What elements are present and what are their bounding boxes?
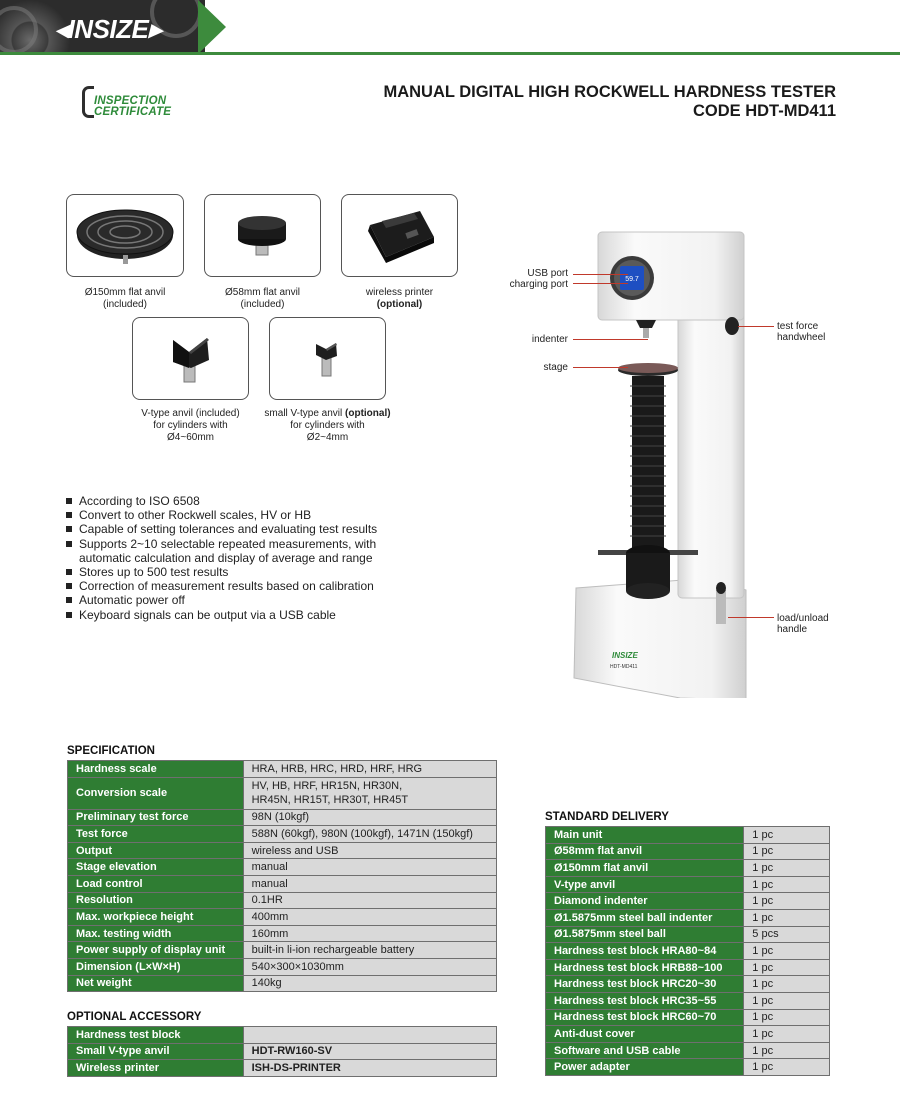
row-value: 140kg xyxy=(243,975,496,992)
row-value: 1 pc xyxy=(744,893,830,910)
callout-stage: stage xyxy=(543,362,568,373)
row-label: Preliminary test force xyxy=(68,809,244,826)
row-value xyxy=(243,777,496,809)
table-row xyxy=(68,1060,497,1077)
row-value: 1 pc xyxy=(744,909,830,926)
row-value: 1 pc xyxy=(744,992,830,1009)
banner-arrow xyxy=(198,0,226,54)
row-label: Hardness test block HRC20~30 xyxy=(546,976,744,993)
callout-usb-port xyxy=(505,268,568,290)
row-value: 1 pc xyxy=(744,1059,830,1076)
row-value: 588N (60kgf), 980N (100kgf), 1471N (150kgf) xyxy=(243,826,496,843)
callout-line xyxy=(573,274,628,275)
row-value: 5 pcs xyxy=(744,926,830,943)
hardness-tester-image xyxy=(560,228,760,698)
banner-rule xyxy=(0,52,900,55)
row-label: Resolution xyxy=(68,892,244,909)
flat-anvil-58-image xyxy=(205,195,320,276)
table-row xyxy=(546,976,830,993)
table-row xyxy=(68,842,497,859)
certificate-line-1: INSPECTION xyxy=(94,95,167,107)
feature-item: Keyboard signals can be output via a USB cable xyxy=(66,608,377,622)
row-label: V-type anvil xyxy=(546,876,744,893)
row-value xyxy=(243,1027,496,1044)
optional-accessory-table xyxy=(67,1026,497,1077)
table-row xyxy=(546,843,830,860)
caption-line: (included) xyxy=(240,299,285,310)
table-row xyxy=(546,1059,830,1076)
row-value: 1 pc xyxy=(744,1042,830,1059)
table-row xyxy=(546,1026,830,1043)
table-row xyxy=(546,827,830,844)
row-label: Ø1.5875mm steel ball xyxy=(546,926,744,943)
row-value: wireless and USB xyxy=(243,842,496,859)
callout-line xyxy=(573,339,648,340)
row-label: Hardness test block xyxy=(68,1027,244,1044)
v-type-anvil-image xyxy=(133,318,248,399)
table-row xyxy=(546,1042,830,1059)
wireless-printer-caption xyxy=(341,287,458,311)
row-label: Stage elevation xyxy=(68,859,244,876)
callout-line xyxy=(738,326,774,327)
table-row xyxy=(546,893,830,910)
feature-item: Stores up to 500 test results xyxy=(66,565,377,579)
table-row xyxy=(546,992,830,1009)
wireless-printer-card xyxy=(341,194,458,277)
table-row xyxy=(68,942,497,959)
display-readout: 59.7 xyxy=(625,276,639,283)
callout-text: handle xyxy=(777,624,808,635)
machine-logo: INSIZE xyxy=(612,651,638,660)
table-row xyxy=(546,909,830,926)
row-label: Max. testing width xyxy=(68,925,244,942)
row-value: ISH-DS-PRINTER xyxy=(243,1060,496,1077)
specification-title: SPECIFICATION xyxy=(67,745,155,757)
table-row xyxy=(68,761,497,778)
row-value: HRA, HRB, HRC, HRD, HRF, HRG xyxy=(243,761,496,778)
row-value: 160mm xyxy=(243,925,496,942)
row-label: Power adapter xyxy=(546,1059,744,1076)
feature-list xyxy=(66,494,377,622)
standard-delivery-title: STANDARD DELIVERY xyxy=(545,811,669,823)
row-label: Test force xyxy=(68,826,244,843)
row-value: 1 pc xyxy=(744,827,830,844)
table-row xyxy=(68,909,497,926)
v-type-anvil-caption xyxy=(126,408,255,444)
callout-text: load/unload xyxy=(777,613,829,624)
table-row xyxy=(546,926,830,943)
caption-line: for cylinders with xyxy=(290,420,365,431)
table-row xyxy=(68,958,497,975)
row-label: Hardness scale xyxy=(68,761,244,778)
row-label: Small V-type anvil xyxy=(68,1043,244,1060)
caption-line xyxy=(255,408,400,420)
callout-handwheel xyxy=(777,321,825,343)
row-label: Hardness test block HRC60~70 xyxy=(546,1009,744,1026)
machine-model-label: HDT-MD411 xyxy=(610,664,638,670)
title-line-2: CODE HDT-MD411 xyxy=(692,102,836,120)
table-row xyxy=(68,859,497,876)
row-value: 0.1HR xyxy=(243,892,496,909)
feature-item: Correction of measurement results based on calibration xyxy=(66,579,377,593)
table-row xyxy=(546,876,830,893)
optional-accessory-title: OPTIONAL ACCESSORY xyxy=(67,1011,202,1023)
flat-anvil-150-image xyxy=(67,195,183,276)
flat-anvil-150-card xyxy=(66,194,184,277)
caption-line: Ø58mm flat anvil xyxy=(224,287,301,298)
row-value: 540×300×1030mm xyxy=(243,958,496,975)
small-v-type-anvil-card xyxy=(269,317,386,400)
row-value: 1 pc xyxy=(744,843,830,860)
flat-anvil-58-card xyxy=(204,194,321,277)
row-value: 1 pc xyxy=(744,976,830,993)
row-label: Ø150mm flat anvil xyxy=(546,860,744,877)
table-row xyxy=(546,860,830,877)
row-value: 1 pc xyxy=(744,1026,830,1043)
caption-line: Ø150mm flat anvil xyxy=(84,287,166,298)
certificate-bracket-icon xyxy=(82,86,94,118)
table-row xyxy=(546,959,830,976)
feature-item: Supports 2~10 selectable repeated measurements, with xyxy=(66,537,377,551)
flat-anvil-150-caption xyxy=(66,287,184,311)
caption-line: for cylinders with xyxy=(153,420,228,431)
v-type-anvil-card xyxy=(132,317,249,400)
table-row xyxy=(546,1009,830,1026)
row-label: Wireless printer xyxy=(68,1060,244,1077)
row-label: Software and USB cable xyxy=(546,1042,744,1059)
callout-text: test force xyxy=(777,321,819,332)
table-row xyxy=(68,809,497,826)
callout-load-handle xyxy=(777,613,829,635)
table-row xyxy=(68,1043,497,1060)
row-value: 1 pc xyxy=(744,860,830,877)
wireless-printer-image xyxy=(342,195,457,276)
table-row xyxy=(68,826,497,843)
callout-text: handwheel xyxy=(777,332,826,343)
table-row xyxy=(68,777,497,809)
row-value: 98N (10kgf) xyxy=(243,809,496,826)
row-value: 400mm xyxy=(243,909,496,926)
row-label: Ø58mm flat anvil xyxy=(546,843,744,860)
row-label: Output xyxy=(68,842,244,859)
row-label: Max. workpiece height xyxy=(68,909,244,926)
caption-text: small V-type anvil xyxy=(264,408,346,419)
small-v-type-anvil-caption xyxy=(255,408,400,444)
caption-line: Ø4~60mm xyxy=(167,432,214,443)
row-value: built-in li-ion rechargeable battery xyxy=(243,942,496,959)
callout-line xyxy=(573,283,628,284)
table-row xyxy=(68,1027,497,1044)
feature-item: Automatic power off xyxy=(66,593,377,607)
row-label: Hardness test block HRA80~84 xyxy=(546,943,744,960)
brand-name: INSIZE xyxy=(67,14,149,44)
caption-line: Ø2~4mm xyxy=(306,432,349,443)
page-title xyxy=(383,83,836,121)
row-value: 1 pc xyxy=(744,876,830,893)
header-banner xyxy=(0,0,900,56)
caption-optional: (optional) xyxy=(345,408,391,419)
callout-text: charging port xyxy=(509,279,568,290)
row-value: manual xyxy=(243,859,496,876)
row-value: HDT-RW160-SV xyxy=(243,1043,496,1060)
table-row xyxy=(68,925,497,942)
caption-line: (optional) xyxy=(376,299,423,310)
row-value-line: HV, HB, HRF, HR15N, HR30N, xyxy=(251,780,403,793)
row-label: Diamond indenter xyxy=(546,893,744,910)
caption-line: wireless printer xyxy=(365,287,434,298)
row-value: 1 pc xyxy=(744,943,830,960)
table-row xyxy=(68,975,497,992)
row-label: Power supply of display unit xyxy=(68,942,244,959)
row-label: Anti-dust cover xyxy=(546,1026,744,1043)
row-value: 1 pc xyxy=(744,959,830,976)
small-v-type-anvil-image xyxy=(270,318,385,399)
brand-logo xyxy=(55,14,161,45)
flat-anvil-58-caption xyxy=(204,287,321,311)
standard-delivery-table xyxy=(545,826,830,1076)
row-label: Hardness test block HRC35~55 xyxy=(546,992,744,1009)
row-value: manual xyxy=(243,875,496,892)
specification-table xyxy=(67,760,497,992)
title-line-1: MANUAL DIGITAL HIGH ROCKWELL HARDNESS TESTER xyxy=(383,83,836,101)
row-label: Dimension (L×W×H) xyxy=(68,958,244,975)
feature-item: According to ISO 6508 xyxy=(66,494,377,508)
feature-item-continuation: automatic calculation and display of average and range xyxy=(79,550,373,565)
caption-line: V-type anvil (included) xyxy=(141,408,240,419)
feature-item: Capable of setting tolerances and evaluating test results xyxy=(66,522,377,536)
row-label: Conversion scale xyxy=(68,777,244,809)
callout-line xyxy=(573,367,628,368)
row-label: Main unit xyxy=(546,827,744,844)
row-label: Net weight xyxy=(68,975,244,992)
table-row xyxy=(546,943,830,960)
row-label: Hardness test block HRB88~100 xyxy=(546,959,744,976)
caption-line: (included) xyxy=(103,299,147,310)
table-row xyxy=(68,875,497,892)
row-label: Load control xyxy=(68,875,244,892)
callout-indenter: indenter xyxy=(531,334,568,345)
brand-arrow-left-icon: ◂ xyxy=(55,14,68,44)
row-value: 1 pc xyxy=(744,1009,830,1026)
brand-arrow-right-icon: ▸ xyxy=(148,14,161,44)
callout-line xyxy=(728,617,774,618)
feature-item: Convert to other Rockwell scales, HV or HB xyxy=(66,508,377,522)
inspection-certificate-badge xyxy=(82,86,190,120)
table-row xyxy=(68,892,497,909)
certificate-line-2: CERTIFICATE xyxy=(94,106,172,118)
row-label: Ø1.5875mm steel ball indenter xyxy=(546,909,744,926)
callout-text: USB port xyxy=(527,268,568,279)
row-value-line: HR45N, HR15T, HR30T, HR45T xyxy=(251,794,409,807)
